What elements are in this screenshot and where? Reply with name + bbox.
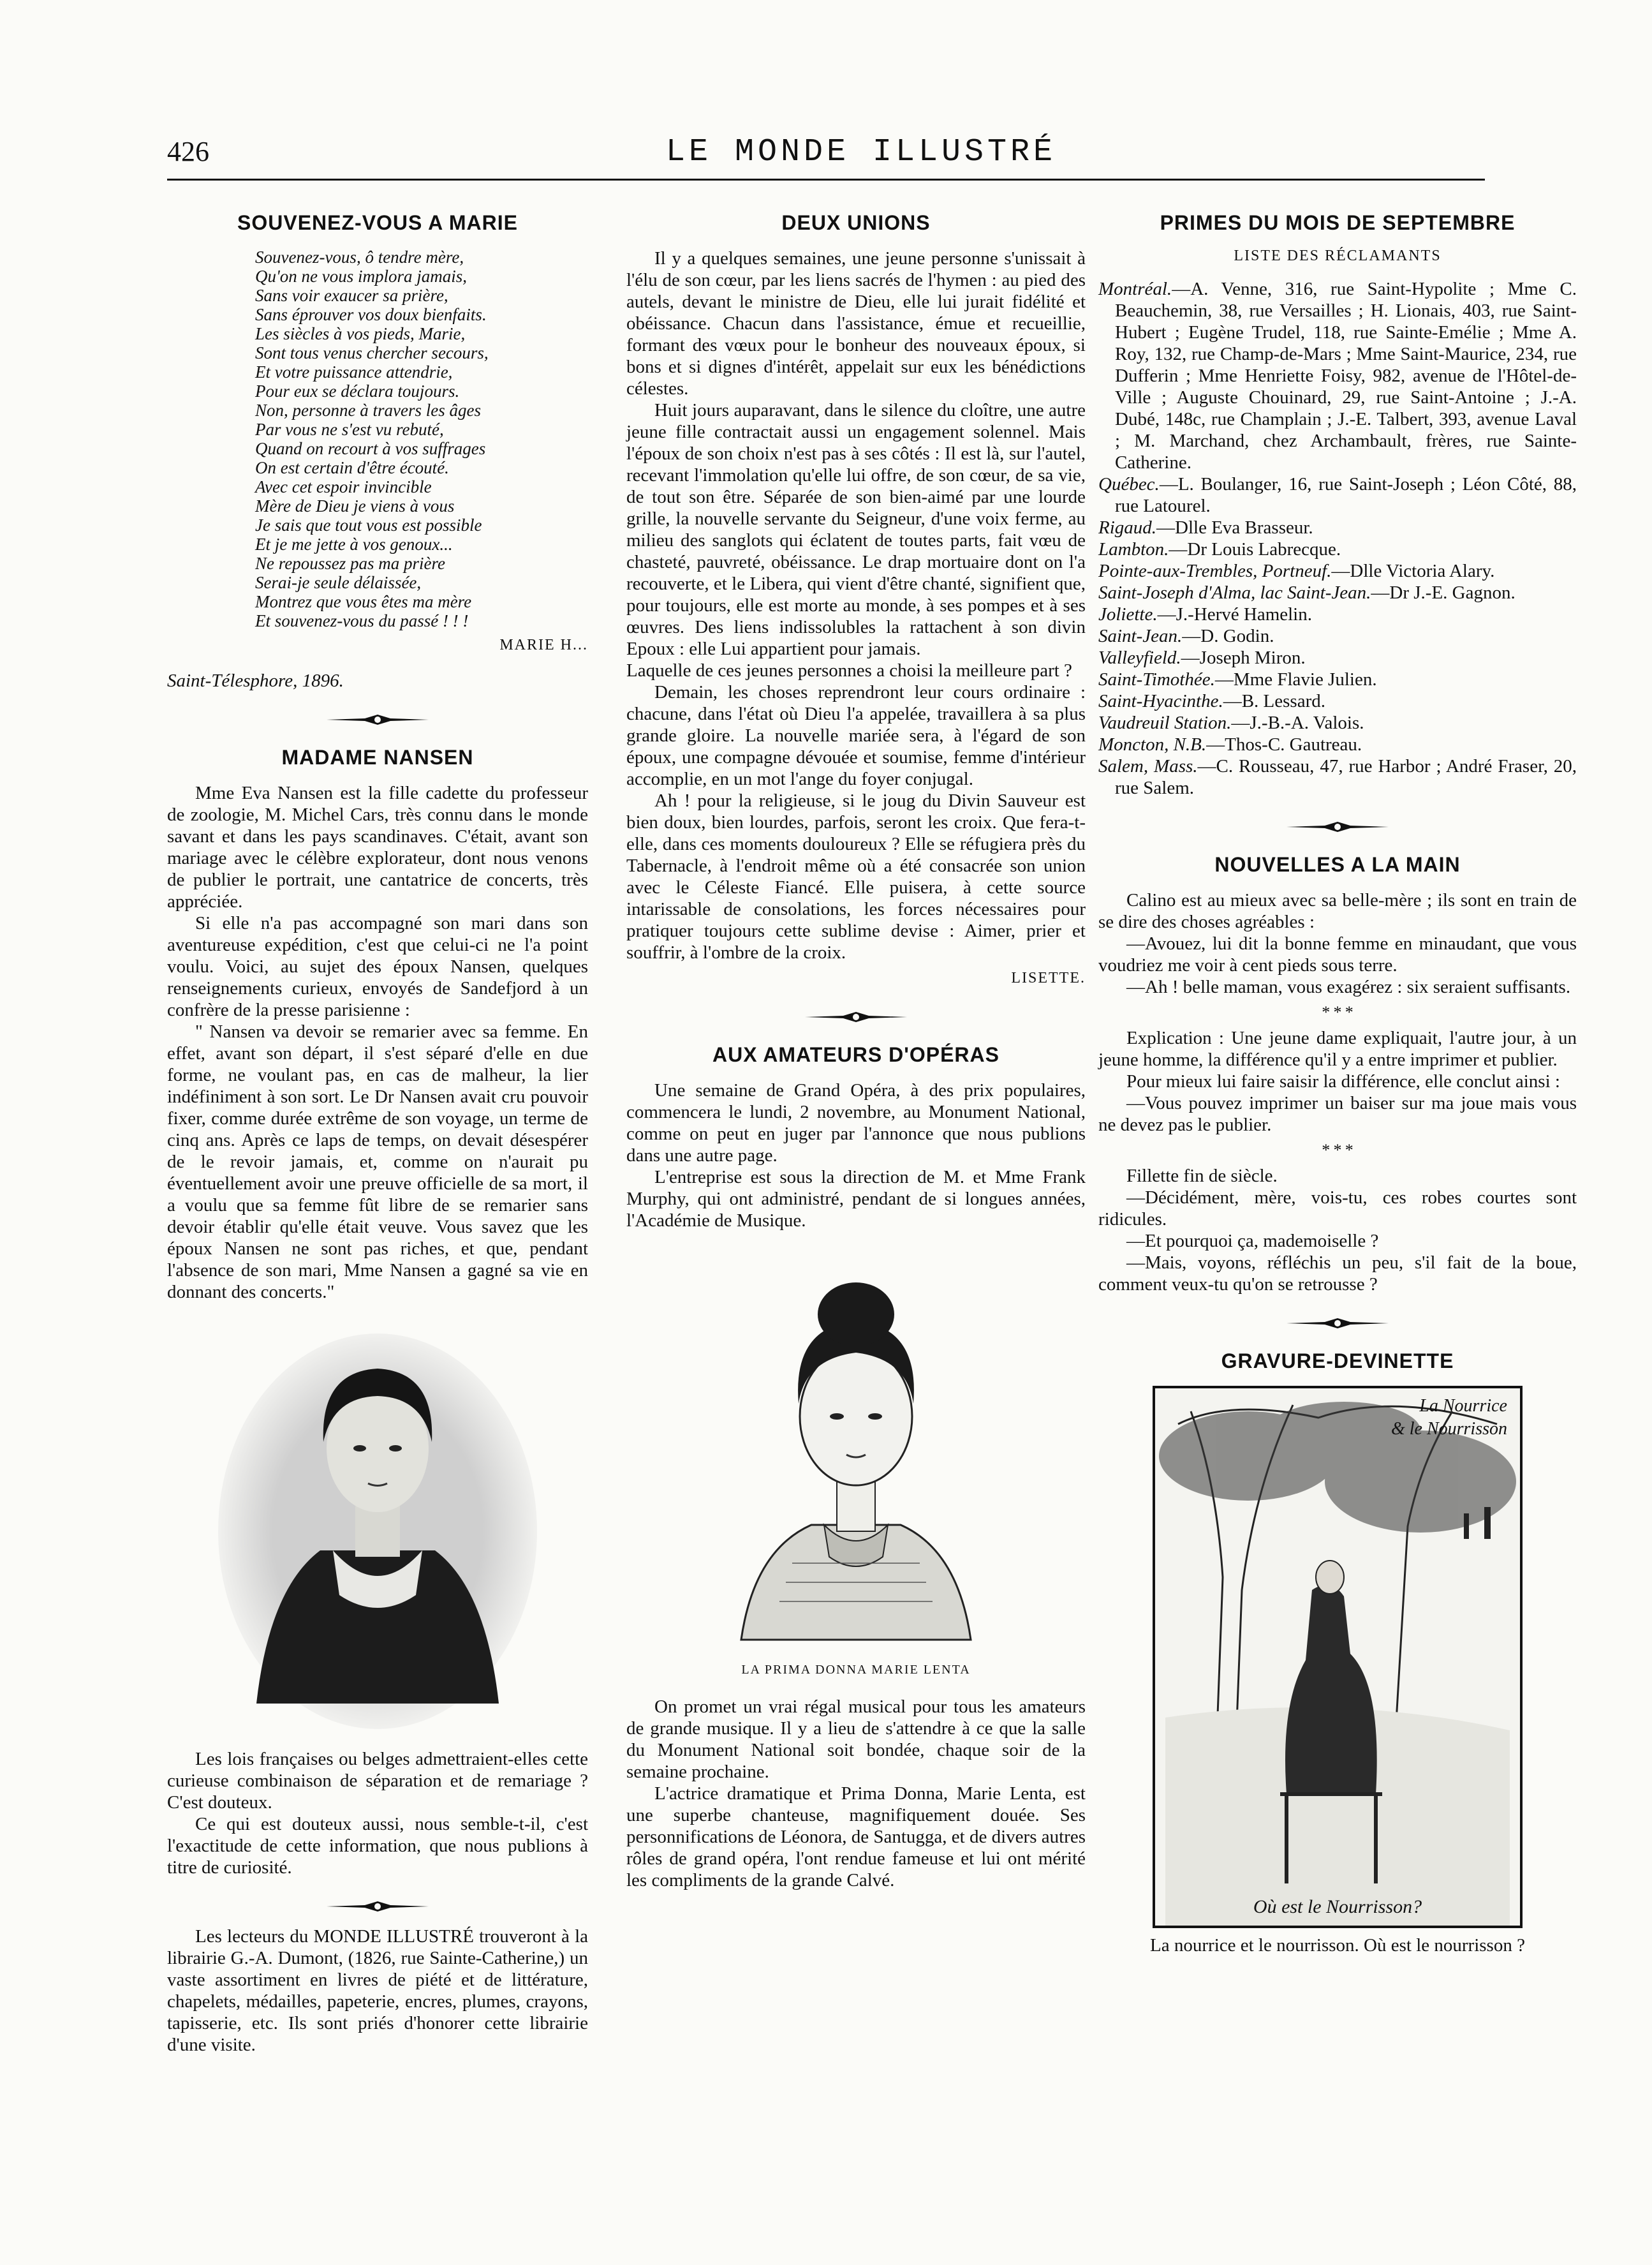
nansen-title: MADAME NANSEN	[281, 746, 474, 769]
claimant-place: Pointe-aux-Trembles, Portneuf.	[1098, 561, 1332, 581]
poem-line: Sans voir exaucer sa prière,	[255, 286, 448, 305]
primes-title: PRIMES DU MOIS DE SEPTEMBRE	[1160, 211, 1516, 234]
opera-paragraph: L'actrice dramatique et Prima Donna, Marie Lenta, est une superbe chanteuse, magnifiquement douée. Ses personnifications de Léonora, de Santugga, et de divers autres rôles de grand opéra, l'ont rendue fameuse et lui ont mérité les compliments de la grande Calvé.	[626, 1783, 1086, 1890]
claimant-entry	[1098, 560, 1577, 582]
unions-paragraph: Demain, les choses reprendront leur cours ordinaire : chacune, dans l'état où Dieu l'a appelée, travaillera à sa plus grande gloire. La nouvelle mariée sera, à l'égard de son époux, une compagne dévouée et soumise, femme d'intérieur accomplie, en un mot l'ange du foyer conjugal.	[626, 682, 1086, 789]
claimant-place: Saint-Jean.	[1098, 626, 1183, 646]
claimants-list	[1098, 278, 1577, 799]
claimant-place: Québec.	[1098, 474, 1160, 494]
claimant-entry	[1098, 604, 1577, 625]
unions-signature: LISETTE.	[1011, 970, 1086, 986]
nouvelles-paragraph: —Et pourquoi ça, mademoiselle ?	[1126, 1231, 1379, 1251]
opera-paragraph: L'entreprise est sous la direction de M. et Mme Frank Murphy, qui ont administré, pendant de si longues années, l'Académie de Musique.	[626, 1167, 1086, 1231]
claimant-names: —D. Godin.	[1182, 626, 1274, 646]
poem-line: Non, personne à travers les âges	[255, 401, 481, 420]
ornament-divider	[1098, 818, 1577, 833]
claimant-entry	[1098, 625, 1577, 647]
claimant-place: Montréal.	[1098, 279, 1172, 299]
gravure-label-bottom: Où est le Nourrisson?	[1253, 1896, 1422, 1917]
claimant-names: —Dr J.-E. Gagnon.	[1371, 583, 1516, 603]
poem-line: Je sais que tout vous est possible	[255, 516, 482, 535]
unions-paragraph: Il y a quelques semaines, une jeune personne s'unissait à l'élu de son cœur, par les liens sacrés de l'hymen : au pied des autels, devant le ministre de Dieu, elle lui jurait fidélité et obéissance. Chacun dans l'assistance, émue et recueillie, formant des vœux pour le bonheur des nouveaux époux, si bons et si dignes d'intérêt, appelait sur eux les bénédictions célestes.	[626, 248, 1086, 399]
masthead: LE MONDE ILLUSTRÉ	[665, 134, 1057, 170]
poem-line: On est certain d'être écouté.	[255, 458, 449, 477]
column-2	[626, 191, 1086, 1891]
nouvelles-paragraph: —Vous pouvez imprimer un baiser sur ma joue mais vous ne devez pas le publier.	[1098, 1093, 1577, 1135]
claimant-place: Salem, Mass.	[1098, 756, 1198, 776]
claimant-names: —Dlle Victoria Alary.	[1331, 561, 1495, 581]
nouvelles-title: NOUVELLES A LA MAIN	[1214, 853, 1461, 876]
nansen-paragraph: Si elle n'a pas accompagné son mari dans son aventureuse expédition, c'est que celui-ci ne l'a point voulu. Voici, au sujet des époux Nansen, quelques renseignements curieux, envoyés de Sandefjord à un confrère de la presse parisienne :	[167, 913, 588, 1020]
column-3	[1098, 191, 1577, 1956]
unions-paragraph: Huit jours auparavant, dans le silence du cloître, une autre jeune fille contractait aussi un engagement solennel. Mais l'époux de son choix n'est pas à ses côtés : Il est là, sur l'autel, recevant l'immolation qu'elle lui offre, de son cœur, de sa vie, de tout son être. Séparée de son bien-aimé par une lourde grille, la nouvelle servante du Seigneur, d'une voix ferme, au milieu des sanglots qui éclatent de toutes parts, fait vœu de chasteté, pauvreté, obéissance. Le drap mortuaire dont on l'a recouverte, et le Libera, qui vient d'être chanté, signifient que, pour toujours, elle est morte au monde, à ses pompes et à ses œuvres. Des liens indissolubles la rattachent à son divin Epoux : elle Lui appartient pour jamais.	[626, 400, 1086, 659]
poem-line: Et souvenez-vous du passé ! ! !	[255, 611, 469, 630]
unions-title: DEUX UNIONS	[781, 211, 931, 234]
claimant-place: Lambton.	[1098, 539, 1169, 560]
claimant-names: —J.-B.-A. Valois.	[1231, 713, 1364, 733]
gravure-label-top1: La Nourrice	[1419, 1396, 1507, 1416]
ornament-divider	[167, 1897, 588, 1913]
poem-line: Serai-je seule délaissée,	[255, 573, 422, 592]
gravure-label-top2: & le Nourrisson	[1390, 1419, 1507, 1439]
poem-line: Sont tous venus chercher secours,	[255, 343, 489, 362]
asterism: * * *	[1322, 1141, 1353, 1159]
gravure-illustration	[1153, 1386, 1523, 1928]
dumont-paragraph: Les lecteurs du MONDE ILLUSTRÉ trouveront à la librairie G.-A. Dumont, (1826, rue Sainte-Catherine,) un vaste assortiment en livres de piété et de littérature, chapelets, médailles, papeterie, encres, plumes, crayons, tapisserie, etc. Ils sont priés d'honorer cette librairie d'une visite.	[167, 1926, 588, 2055]
ornament-divider	[167, 711, 588, 726]
claimant-place: Saint-Joseph d'Alma, lac Saint-Jean.	[1098, 583, 1371, 603]
nouvelles-paragraph: Calino est au mieux avec sa belle-mère ; ils sont en train de se dire des choses agréables :	[1098, 890, 1577, 932]
claimant-place: Saint-Timothée.	[1098, 669, 1215, 690]
nouvelles-paragraph: —Avouez, lui dit la bonne femme en minaudant, que vous voudriez me voir à cent pieds sous terre.	[1098, 933, 1577, 976]
claimant-names: —L. Boulanger, 16, rue Saint-Joseph ; Léon Côté, 88, rue Latourel.	[1115, 474, 1577, 516]
claimant-place: Rigaud.	[1098, 517, 1157, 538]
claimant-entry	[1098, 669, 1577, 690]
claimant-entry	[1098, 473, 1577, 517]
poem-signature: MARIE H...	[499, 637, 588, 653]
claimant-place: Moncton, N.B.	[1098, 734, 1207, 755]
claimant-entry	[1098, 712, 1577, 734]
ornament-divider	[1098, 1314, 1577, 1330]
unions-paragraph: Ah ! pour la religieuse, si le joug du Divin Sauveur est bien doux, bien lourdes, parfois, seront les croix. Que fera-t-elle, dans ces moments douloureux ? Elle se réfugiera près du Tabernacle, à l'endroit même où a été consacrée son union avec le Céleste Fiancé. Elle puisera, à cette source intarissable de consolations, les forces nécessaires pour pratiquer toujours cette sublime devise : Aimer, prier et souffrir, à l'ombre de la croix.	[626, 791, 1086, 963]
claimant-names: —A. Venne, 316, rue Saint-Hypolite ; Mme C. Beauchemin, 38, rue Versailles ; H. Lionais, 403, rue Saint-Hubert ; Eugène Trudel, 118, rue Sainte-Emélie ; Mme A. Roy, 132, rue Champ-de-Mars ; Mme Saint-Maurice, 234, rue Dufferin ; Mme Henriette Foisy, 982, avenue de l'Hôtel-de-Ville ; Auguste Chouinard, 29, rue Saint-Antoine ; J.-A. Dubé, 148c, rue Champlain ; J.-E. Talbert, 393, avenue Laval ; M. Marchand, chez Archambault, frères, rue Sainte-Catherine.	[1115, 279, 1577, 473]
claimant-entry	[1098, 278, 1577, 473]
claimant-names: —Thos-C. Gautreau.	[1206, 734, 1362, 755]
header-rule	[167, 179, 1485, 181]
claimant-names: —Mme Flavie Julien.	[1214, 669, 1377, 690]
claimant-entry	[1098, 538, 1577, 560]
claimant-place: Vaudreuil Station.	[1098, 713, 1232, 733]
nouvelles-paragraph: —Ah ! belle maman, vous exagérez : six seraient suffisants.	[1126, 977, 1571, 997]
poem-line: Quand on recourt à vos suffrages	[255, 439, 486, 458]
poem-line: Les siècles à vos pieds, Marie,	[255, 324, 466, 343]
poem	[255, 248, 588, 630]
nansen-paragraph: Ce qui est douteux aussi, nous semble-t-il, c'est l'exactitude de cette information, que nous publions à titre de curiosité.	[167, 1814, 588, 1878]
unions-paragraph: Laquelle de ces jeunes personnes a choisi la meilleure part ?	[626, 660, 1072, 681]
claimant-names: —Dlle Eva Brasseur.	[1156, 517, 1313, 538]
claimant-names: —Joseph Miron.	[1181, 648, 1306, 668]
claimant-place: Joliette.	[1098, 604, 1158, 625]
poem-line: Et je me jette à vos genoux...	[255, 535, 453, 554]
poem-line: Et votre puissance attendrie,	[255, 362, 453, 382]
poem-place: Saint-Télesphore, 1896.	[167, 671, 344, 691]
poem-line: Avec cet espoir invincible	[255, 477, 432, 496]
nouvelles-paragraph: —Décidément, mère, vois-tu, ces robes courtes sont ridicules.	[1098, 1187, 1577, 1229]
opera-paragraph: On promet un vrai régal musical pour tous les amateurs de grande musique. Il y a lieu de s'attendre à ce que la salle du Monument National soit bondée, chaque soir de la semaine prochaine.	[626, 1697, 1086, 1782]
claimant-entry	[1098, 647, 1577, 669]
claimant-names: —J.-Hervé Hamelin.	[1157, 604, 1312, 625]
poem-line: Par vous ne s'est vu rebuté,	[255, 420, 444, 439]
claimant-place: Saint-Hyacinthe.	[1098, 691, 1223, 711]
gravure-title: GRAVURE-DEVINETTE	[1221, 1349, 1454, 1372]
claimant-names: —C. Rousseau, 47, rue Harbor ; André Fraser, 20, rue Salem.	[1115, 756, 1577, 798]
lenta-caption: LA PRIMA DONNA MARIE LENTA	[741, 1663, 971, 1677]
claimant-entry	[1098, 517, 1577, 538]
nansen-portrait	[212, 1321, 543, 1729]
opera-paragraph: Une semaine de Grand Opéra, à des prix populaires, commencera le lundi, 2 novembre, au Monument National, comme on peut en juger par l'annonce que nous publions dans une autre page.	[626, 1080, 1086, 1166]
nouvelles-paragraph: Pour mieux lui faire saisir la différence, elle conclut ainsi :	[1126, 1071, 1560, 1092]
gravure-caption: La nourrice et le nourrisson. Où est le nourrisson ?	[1150, 1935, 1525, 1956]
poem-line: Montrez que vous êtes ma mère	[255, 592, 472, 611]
poem-line: Qu'on ne vous implora jamais,	[255, 267, 468, 286]
nouvelles-paragraph: —Mais, voyons, réfléchis un peu, s'il fait de la boue, comment veux-tu qu'on se retrousse ?	[1098, 1252, 1577, 1295]
claimant-entry	[1098, 690, 1577, 712]
lenta-portrait	[716, 1257, 996, 1652]
page-number: 426	[167, 136, 209, 167]
poem-title: SOUVENEZ-VOUS A MARIE	[237, 211, 518, 234]
claimant-names: —Dr Louis Labrecque.	[1169, 539, 1341, 560]
claimant-entry	[1098, 755, 1577, 799]
claimant-entry	[1098, 734, 1577, 755]
column-1	[167, 191, 588, 2056]
primes-subtitle: LISTE DES RÉCLAMANTS	[1234, 248, 1442, 264]
poem-line: Souvenez-vous, ô tendre mère,	[255, 248, 464, 267]
nouvelles-paragraph: Fillette fin de siècle.	[1126, 1166, 1278, 1186]
poem-line: Ne repoussez pas ma prière	[255, 554, 445, 573]
nansen-paragraph: Les lois françaises ou belges admettraient-elles cette curieuse combinaison de séparation et de remariage ? C'est douteux.	[167, 1749, 588, 1813]
claimant-names: —B. Lessard.	[1223, 691, 1325, 711]
poem-line: Mère de Dieu je viens à vous	[255, 496, 455, 516]
nouvelles-paragraph: Explication : Une jeune dame expliquait, l'autre jour, à un jeune homme, la différence qu'il y a entre imprimer et publier.	[1098, 1028, 1577, 1070]
ornament-divider	[626, 1008, 1086, 1023]
claimant-place: Valleyfield.	[1098, 648, 1181, 668]
poem-line: Pour eux se déclara toujours.	[255, 382, 460, 401]
nansen-paragraph: Mme Eva Nansen est la fille cadette du professeur de zoologie, M. Michel Cars, très connu dans le monde savant et dans les pays scandinaves. C'était, avant son mariage avec le célèbre explorateur, dont nous venons de publier le portrait, une cantatrice de concerts, très appréciée.	[167, 783, 588, 912]
claimant-entry	[1098, 582, 1577, 604]
asterism: * * *	[1322, 1003, 1353, 1021]
nansen-paragraph: " Nansen va devoir se remarier avec sa femme. En effet, avant son départ, il s'est séparé d'elle en due forme, ne voulant pas, en cas de malheur, la lier indéfiniment à son sort. Le Dr Nansen avait cru pouvoir fixer, comme durée extrême de son voyage, un terme de cinq ans. Après ce laps de temps, on devait désespérer de le revoir jamais, et, comme on n'aurait pu éventuellement avoir une preuve officielle de sa mort, il a voulu que sa femme fût libre de se remarier sans devoir établir qu'elle était veuve. Vous savez que les époux Nansen ne sont pas riches, et que, pendant l'absence de son mari, Mme Nansen a gagné sa vie en donnant des concerts."	[167, 1021, 588, 1302]
opera-title: AUX AMATEURS D'OPÉRAS	[712, 1043, 999, 1066]
poem-line: Sans éprouver vos doux bienfaits.	[255, 305, 487, 324]
